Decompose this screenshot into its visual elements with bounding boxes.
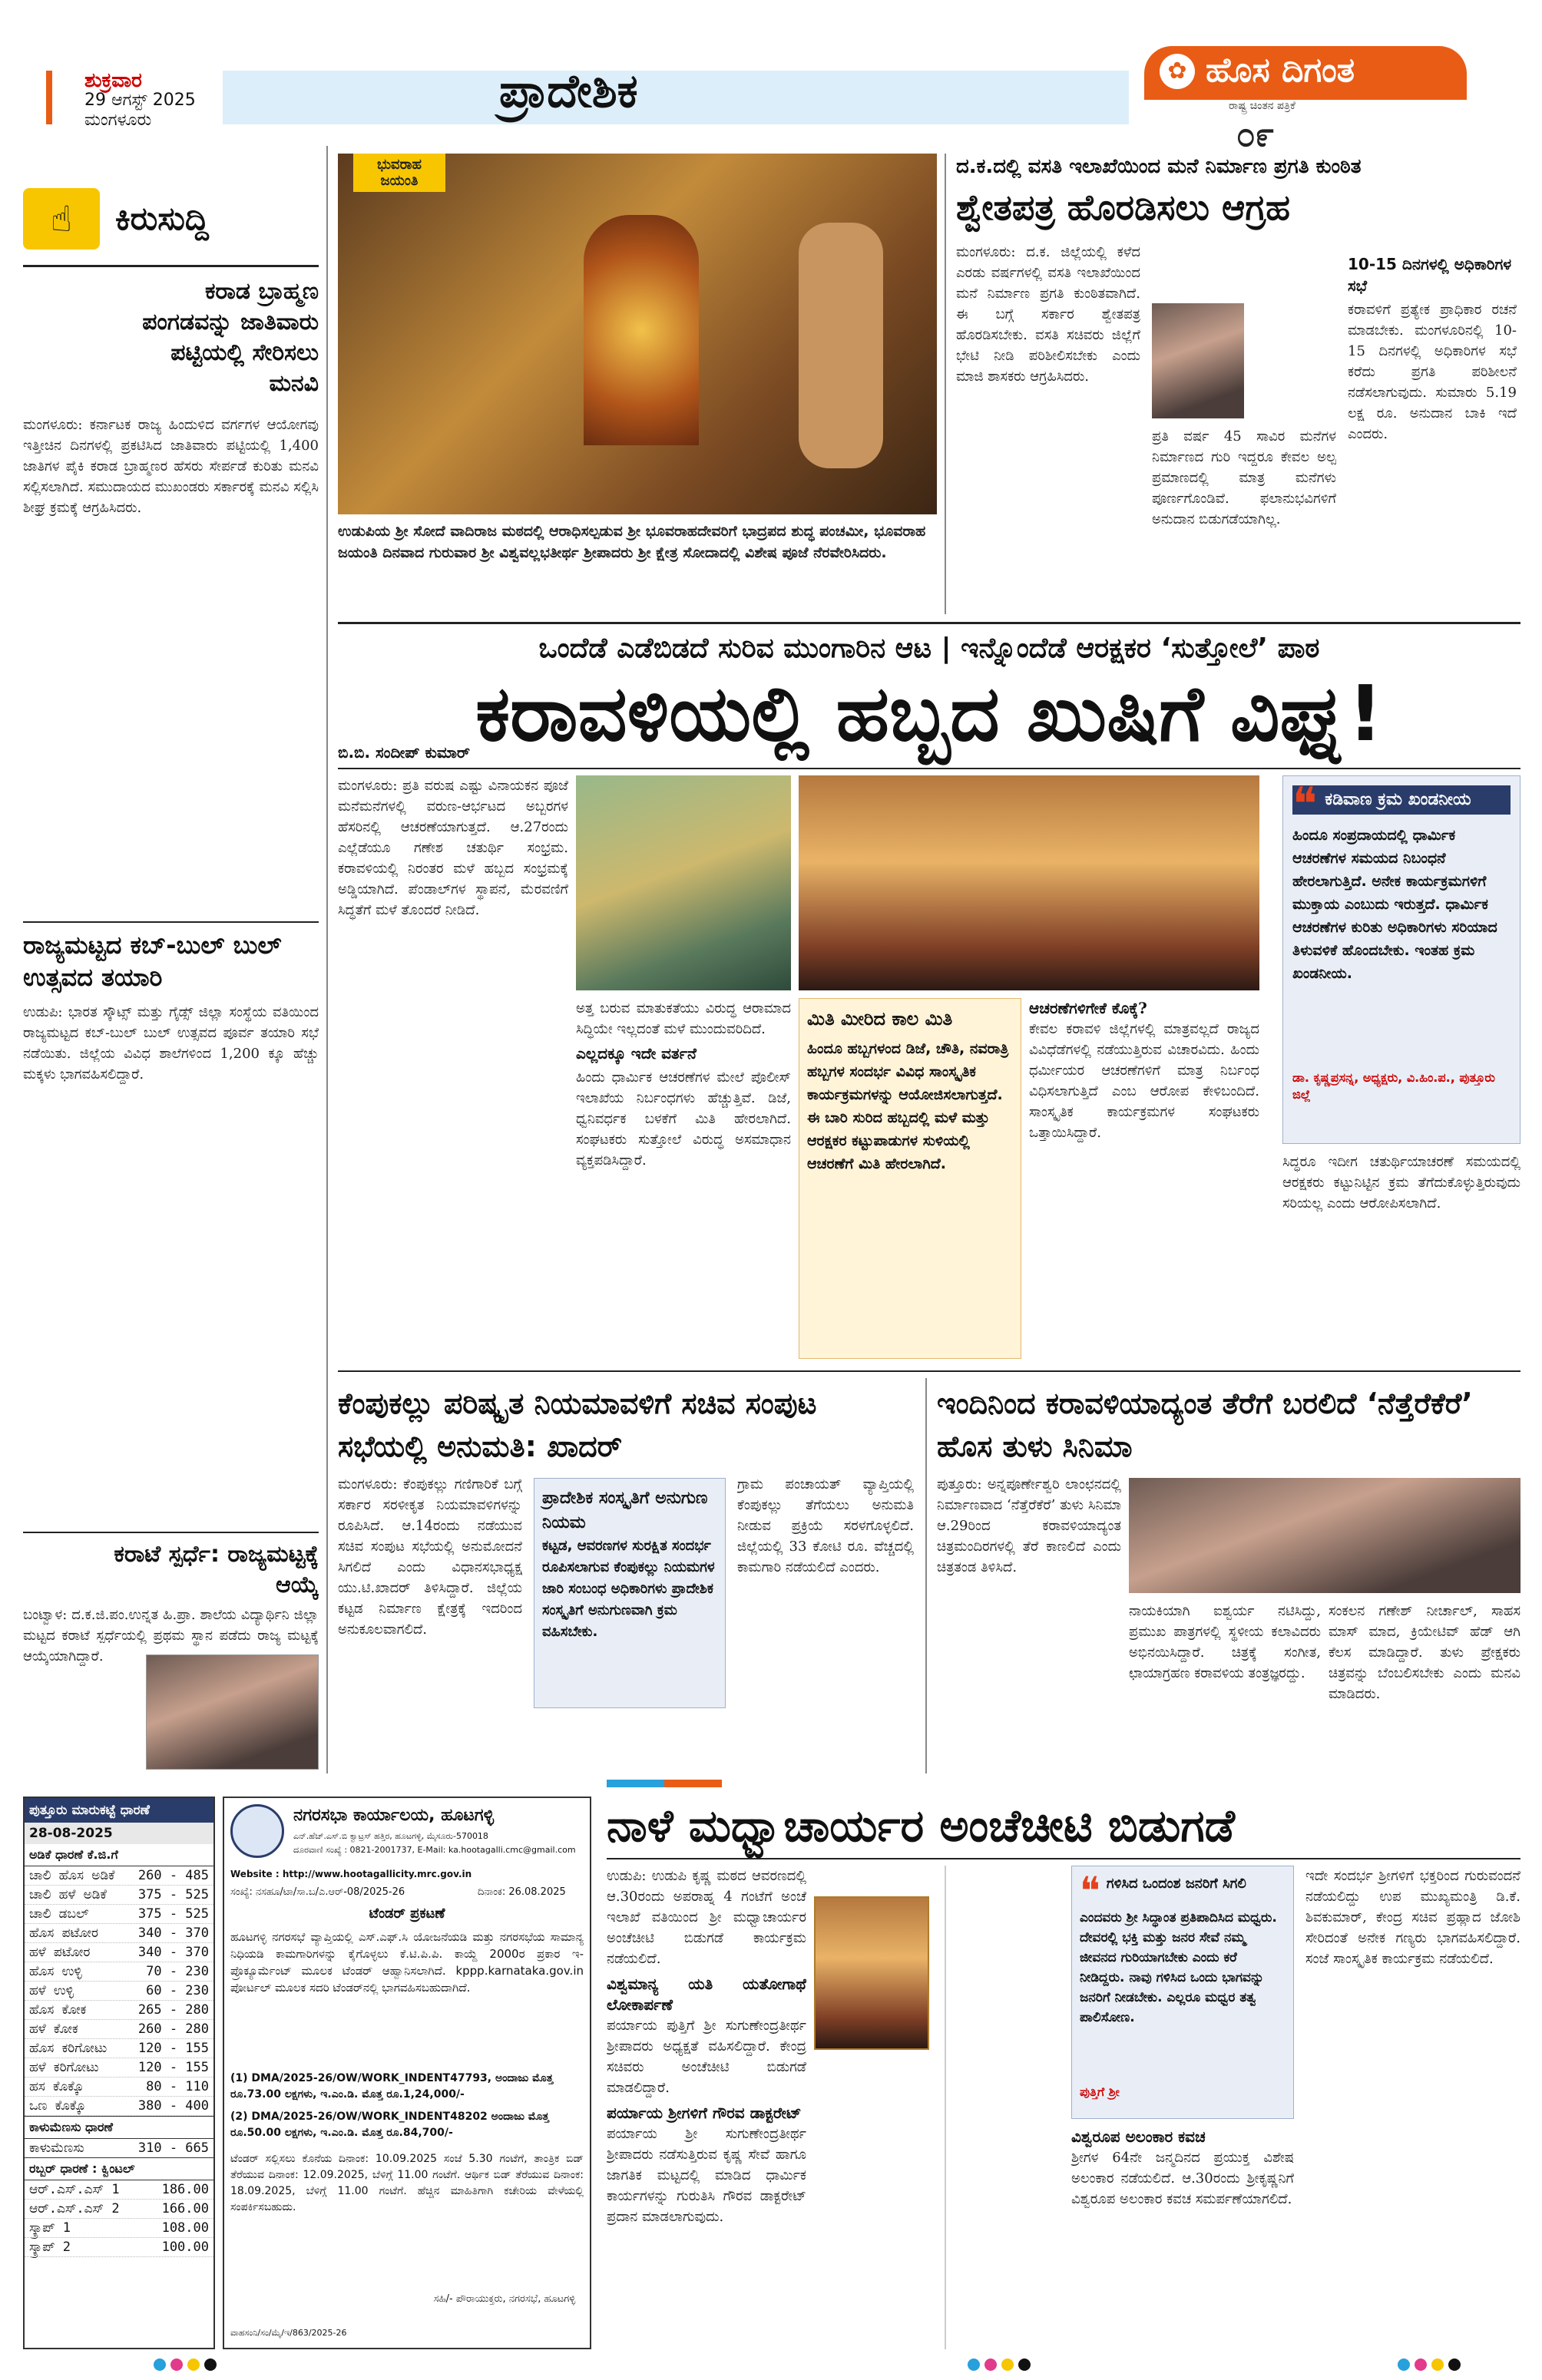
ganesha-image	[576, 775, 791, 990]
bhuvaraha-photo	[338, 154, 937, 514]
rubber-row	[25, 2200, 213, 2219]
market-value: 260 - 280	[137, 2021, 209, 2037]
market-row	[25, 1905, 213, 1924]
date: 29 ಆಗಸ್ಟ್ 2025	[84, 91, 196, 110]
khader-body1: ಮಂಗಳೂರು: ಕೆಂಪುಕಲ್ಲು ಗಣಿಗಾರಿಕೆ ಬಗ್ಗೆ ಸರ್ಕಾರ ಸರಳೀಕೃತ ನಿಯಮಾವಳಿಗಳನ್ನು ರೂಪಿಸಿದೆ. ಆ.14ರಂದು ನಡೆಯುವ ಸಚಿವ ಸಂಪುಟ ಸಭೆಯಲ್ಲಿ ಅನುಮೋದನೆ ಸಿಗಲಿದೆ ಎಂದು ವಿಧಾನಸಭಾಧ್ಯಕ್ಷ ಯು.ಟಿ.ಖಾದರ್ ತಿಳಿಸಿದ್ದಾರೆ. ಜಿಲ್ಲೆಯ ಕಟ್ಟಡ ನಿರ್ಮಾಣ ಕ್ಷೇತ್ರಕ್ಕೆ ಇದರಿಂದ ಅನುಕೂಲವಾಗಲಿದೆ.	[338, 1476, 522, 1638]
madhva-sub2: ಪರ್ಯಾಯ ಶ್ರೀಗಳಿಗೆ ಗೌರವ ಡಾಕ್ಟರೇಟ್	[607, 2104, 802, 2122]
market-name: ಚಾಲಿ ಹೊಸ ಅಡಿಕೆ	[29, 1868, 115, 1883]
limit-box-title: ಮಿತಿ ಮೀರಿದ ಕಾಲ ಮಿತಿ	[807, 1008, 953, 1030]
lead-col3	[1029, 998, 1259, 1359]
story3-title: ಕರಾಟೆ ಸ್ಪರ್ಧೆ: ರಾಜ್ಯಮಟ್ಟಕ್ಕೆ ಆಯ್ಕೆ	[114, 1541, 319, 1598]
rubber-name: ಆರ್.ಎಸ್.ಎಸ್ 1	[29, 2182, 120, 2197]
limit-box-body: ಹಿಂದೂ ಹಬ್ಬಗಳಂದ ಡಿಜೆ, ಚೌತಿ, ನವರಾತ್ರಿ ಹಬ್ಬಗಳ ಸಂದರ್ಭ ವಿವಿಧ ಸಾಂಸ್ಕೃತಿಕ ಕಾರ್ಯಕ್ರಮಗಳನ್ನು ಆಯೋಜಿಸಲಾಗುತ್ತದೆ. ಈ ಬಾರಿ ಸುರಿದ ಹಬ್ಬದಲ್ಲಿ ಮಳೆ ಮತ್ತು ಆರಕ್ಷಕರ ಕಟ್ಟುಪಾಡುಗಳ ಸುಳಿಯಲ್ಲಿ ಆಚರಣೆಗೆ ಮಿತಿ ಹೇರಲಾಗಿದೆ.	[807, 1040, 1009, 1172]
tender-ref-date: ದಿನಾಂಕ: 26.08.2025	[478, 1886, 566, 1898]
registration-marks	[154, 2359, 221, 2374]
tender-body2: ಟೆಂಡರ್ ಸಲ್ಲಿಸಲು ಕೊನೆಯ ದಿನಾಂಕ: 10.09.2025 ಸಂಜೆ 5.30 ಗಂಟೆಗೆ, ತಾಂತ್ರಿಕ ಬಿಡ್ ತೆರೆಯುವ ದಿನಾಂಕ: 12.09.2025, ಬೆಳಿಗ್ಗೆ 11.00 ಗಂಟೆಗೆ. ಆರ್ಥಿಕ ಬಿಡ್ ತೆರೆಯುವ ದಿನಾಂಕ: 18.09.2025, ಬೆಳಿಗ್ಗೆ 11.00 ಗಂಟೆಗೆ. ಹೆಚ್ಚಿನ ಮಾಹಿತಿಗಾಗಿ ಕಚೇರಿಯ ವೇಳೆಯಲ್ಲಿ ಸಂಪರ್ಕಿಸಬಹುದು.	[230, 2153, 584, 2213]
market-name: ಒಣ ಕೊಕ್ಕೊ	[29, 2098, 86, 2114]
market-row	[25, 1982, 213, 2001]
market-date: 28-08-2025	[25, 1823, 213, 1844]
rubber-value: 186.00	[161, 2182, 209, 2197]
lead-kicker: ಒಂದೆಡೆ ಎಡೆಬಿಡದೆ ಸುರಿವ ಮುಂಗಾರಿನ ಆಟ | ಇನ್ನೊಂದೆಡೆ ಆರಕ್ಷಕರ ‘ಸುತ್ತೋಲೆ’ ಪಾಠ	[538, 633, 1320, 664]
market-row	[25, 2058, 213, 2078]
quote-icon: ❝	[1080, 1869, 1100, 1913]
pepper-row	[25, 2139, 213, 2157]
city: ಮಂಗಳೂರು	[84, 111, 152, 130]
whitepaper-title: ಶ್ವೇತಪತ್ರ ಹೊರಡಿಸಲು ಆಗ್ರಹ	[956, 187, 1291, 228]
divider	[607, 1858, 1520, 1859]
photo-tag: ಭುವರಾಹ ಜಯಂತಿ	[353, 154, 445, 192]
khader-box	[534, 1478, 726, 1708]
lead-title: ಕರಾವಳಿಯಲ್ಲಿ ಹಬ್ಬದ ಖುಷಿಗೆ ವಿಘ್ನ!	[475, 669, 1383, 759]
market-value: 265 - 280	[137, 2002, 209, 2018]
date-marker	[46, 71, 77, 124]
rubber-row	[25, 2238, 213, 2257]
market-name: ಹಳೆ ಪಟೋರ	[29, 1945, 91, 1960]
madhva-title: ನಾಳೆ ಮಧ್ವಾಚಾರ್ಯರ ಅಂಚೆಚೀಟಿ ಬಿಡುಗಡೆ	[607, 1800, 1235, 1852]
market-name: ಹೊಸ ಉಳ್ಳಿ	[29, 1964, 82, 1979]
madhva-body3: ಪರ್ಯಾಯ ಶ್ರೀ ಸುಗುಣೇಂದ್ರತೀರ್ಥ ಶ್ರೀಪಾದರು ನಡೆಸುತ್ತಿರುವ ಕೃಷ್ಣ ಸೇವೆ ಹಾಗೂ ಜಾಗತಿಕ ಮಟ್ಟದಲ್ಲಿ ಮಾಡಿದ ಧಾರ್ಮಿಕ ಕಾರ್ಯಗಳನ್ನು ಗುರುತಿಸಿ ಗೌರವ ಡಾಕ್ಟರೇಟ್ ಪ್ರದಾನ ಮಾಡಲಾಗುವುದು.	[607, 2126, 806, 2225]
whitepaper-kicker: ದ.ಕ.ದಲ್ಲಿ ವಸತಿ ಇಲಾಖೆಯಿಂದ ಮನೆ ನಿರ್ಮಾಣ ಪ್ರಗತಿ ಕುಂಠಿತ	[956, 155, 1362, 178]
pepper-value: 310 - 665	[137, 2140, 209, 2156]
tender-notice	[223, 1797, 591, 2349]
lead-col3-sub: ಆಚರಣೆಗಳಿಗೇಕೆ ಕೊಕ್ಕೆ?	[1029, 999, 1147, 1017]
madhva-body4: ಶ್ರೀಗಳ 64ನೇ ಜನ್ಮದಿನದ ಪ್ರಯುಕ್ತ ವಿಶೇಷ ಅಲಂಕಾರ ನಡೆಯಲಿದೆ. ಆ.30ರಂದು ಶ್ರೀಕೃಷ್ಣನಿಗೆ ವಿಶ್ವರೂಪ ಅಲಂಕಾರ ಕವಚ ಸಮರ್ಪಣೆಯಾಗಲಿದೆ.	[1071, 2150, 1294, 2207]
brand-logo	[1144, 46, 1467, 100]
lead-col1: ಮಂಗಳೂರು: ಪ್ರತಿ ವರುಷ ಎಷ್ಟು ವಿನಾಯಕನ ಪೂಜೆ ಮನೆಮನೆಗಳಲ್ಲಿ ವರುಣ-ಆರ್ಭಟದ ಅಬ್ಬರಗಳ ಹೆಸರಿನಲ್ಲಿ ಆಚರಣೆಯಾಗುತ್ತದೆ. ಆ.27ರಂದು ಎಲ್ಲೆಡೆಯೂ ಗಣೇಶ ಚತುರ್ಥಿ ಸಂಭ್ರಮ. ಕರಾವಳಿಯಲ್ಲಿ ನಿರಂತರ ಮಳೆ ಹಬ್ಬದ ಸಂಭ್ರಮಕ್ಕೆ ಅಡ್ಡಿಯಾಗಿದೆ. ಪೆಂಡಾಲ್‌ಗಳ ಸ್ಥಾಪನೆ, ಮೆರವಣಿಗೆ ಸಿದ್ಧತೆಗೆ ಮಳೆ ತೊಂದರೆ ನೀಡಿದೆ.	[338, 778, 568, 918]
market-box	[23, 1797, 215, 2349]
story3-body: ಬಂಟ್ವಾಳ: ದ.ಕ.ಜಿ.ಪಂ.ಉನ್ನತ ಹಿ.ಪ್ರಾ. ಶಾಲೆಯ ವಿದ್ಯಾರ್ಥಿನಿ ಜಿಲ್ಲಾ ಮಟ್ಟದ ಕರಾಟೆ ಸ್ಪರ್ಧೆಯಲ್ಲಿ ಪ್ರಥಮ ಸ್ಥಾನ ಪಡೆದು ರಾಜ್ಯ ಮಟ್ಟಕ್ಕೆ ಆಯ್ಕೆಯಾಗಿದ್ದಾರೆ.	[23, 1607, 319, 1664]
market-value: 340 - 370	[137, 1945, 209, 1960]
divider	[23, 265, 319, 267]
tender-office: ನಗರಸಭಾ ಕಾರ್ಯಾಲಯ, ಹೂಟಗಳ್ಳಿ	[293, 1806, 495, 1825]
market-table	[25, 1866, 213, 2116]
divider	[338, 768, 1520, 769]
market-row	[25, 1924, 213, 1943]
lead-col3-body: ಕೇವಲ ಕರಾವಳಿ ಜಿಲ್ಲೆಗಳಲ್ಲಿ ಮಾತ್ರವಲ್ಲದೆ ರಾಜ್ಯದ ವಿವಿಧೆಡೆಗಳಲ್ಲಿ ನಡೆಯುತ್ತಿರುವ ವಿಚಾರವಿದು. ಹಿಂದು ಧರ್ಮೀಯರ ಆಚರಣೆಗಳಿಗೆ ಮಾತ್ರ ನಿರ್ಬಂಧ ವಿಧಿಸಲಾಗುತ್ತಿದೆ ಎಂಬ ಆರೋಪ ಕೇಳಿಬಂದಿದೆ. ಸಾಂಸ್ಕೃತಿಕ ಕಾರ್ಯಕ್ರಮಗಳ ಸಂಘಟಕರು ಒತ್ತಾಯಿಸಿದ್ದಾರೆ.	[1029, 1021, 1259, 1141]
color-band	[607, 1780, 722, 1787]
film-body2: ನಾಯಕಿಯಾಗಿ ಐಶ್ವರ್ಯ ನಟಿಸಿದ್ದು, ಪ್ರಮುಖ ಪಾತ್ರಗಳಲ್ಲಿ ಸ್ಥಳೀಯ ಕಲಾವಿದರು ಅಭಿನಯಿಸಿದ್ದಾರೆ. ಚಿತ್ರಕ್ಕೆ ಸಂಗೀತ, ಛಾಯಾಗ್ರಹಣ ಕರಾವಳಿಯ ತಂತ್ರಜ್ಞರದ್ದು.	[1129, 1603, 1321, 1681]
market-row	[25, 1866, 213, 1886]
column-rule	[925, 1378, 927, 1773]
film-title: ಇಂದಿನಿಂದ ಕರಾವಳಿಯಾದ್ಯಂತ ತೆರೆಗೆ ಬರಲಿದೆ ‘ನೆತ್ತೆರೆಕೆರೆ’ ಹೊಸ ತುಳು ಸಿನಿಮಾ	[937, 1387, 1473, 1463]
tender-footer-ref: ವಾಹಸಂನಿ/ಸಂ/ಮೈ/ಇ/863/2025-26	[230, 2328, 347, 2338]
madhva-col1	[607, 1866, 806, 2349]
pepper-name: ಕಾಳುಮೆಣಸು	[29, 2140, 84, 2156]
tender-body: ಹೂಟಗಳ್ಳಿ ನಗರಸಭೆ ವ್ಯಾಪ್ತಿಯಲ್ಲಿ ಎಸ್.ಎಫ್.ಸಿ ಯೋಜನೆಯಡಿ ಮತ್ತು ನಗರಸಭೆಯ ಸಾಮಾನ್ಯ ನಿಧಿಯಡಿ ಕಾಮಗಾರಿಗಳನ್ನು ಕೈಗೊಳ್ಳಲು ಕೆ.ಟಿ.ಪಿ.ಪಿ. ಕಾಯ್ದೆ 2000ರ ಪ್ರಕಾರ ಇ-ಪ್ರೊಕ್ಯೂರ್ಮೆಂಟ್ ಮೂಲಕ ಟೆಂಡರ್ ಆಹ್ವಾನಿಸಲಾಗಿದೆ. kppp.karnataka.gov.in ಪೋರ್ಟಲ್ ಮೂಲಕ ಸದರಿ ಟೆಂಡರ್‌ನಲ್ಲಿ ಭಾಗವಹಿಸಬಹುದಾಗಿದೆ.	[230, 1930, 584, 1995]
madhva-stamp-image	[814, 1896, 929, 2050]
film-body1: ಪುತ್ತೂರು: ಅನ್ನಪೂರ್ಣೇಶ್ವರಿ ಲಾಂಛನದಲ್ಲಿ ನಿರ್ಮಾಣವಾದ ‘ನೆತ್ತೆರೆಕೆರೆ’ ತುಳು ಸಿನಿಮಾ ಆ.29ರಿಂದ ಕರಾವಳಿಯಾದ್ಯಂತ ಚಿತ್ರಮಂದಿರಗಳಲ್ಲಿ ತೆರೆ ಕಾಣಲಿದೆ ಎಂದು ಚಿತ್ರತಂಡ ತಿಳಿಸಿದೆ.	[937, 1476, 1121, 1575]
tender-phone: ದೂರವಾಣಿ ಸಂಖ್ಯೆ : 0821-2001737, E-Mail: ka.hootagalli.cmc@gmail.com	[293, 1845, 576, 1855]
lead-col2b: ಹಿಂದು ಧಾರ್ಮಿಕ ಆಚರಣೆಗಳ ಮೇಲೆ ಪೊಲೀಸ್ ಇಲಾಖೆಯ ನಿರ್ಬಂಧಗಳು ಹೆಚ್ಚುತ್ತಿವೆ. ಡಿಜೆ, ಧ್ವನಿವರ್ಧಕ ಬಳಕೆಗೆ ಮಿತಿ ಹೇರಲಾಗಿದೆ. ಸಂಘಟಕರು ಸುತ್ತೋಲೆ ವಿರುದ್ಧ ಅಸಮಾಧಾನ ವ್ಯಕ್ತಪಡಿಸಿದ್ದಾರೆ.	[576, 1067, 791, 1359]
quote-body: ಹಿಂದೂ ಸಂಪ್ರದಾಯದಲ್ಲಿ ಧಾರ್ಮಿಕ ಆಚರಣೆಗಳ ಸಮಯದ ನಿಬಂಧನೆ ಹೇರಲಾಗುತ್ತಿದೆ. ಅನೇಕ ಕಾರ್ಯಕ್ರಮಗಳಿಗೆ ಮುಕ್ತಾಯ ಎಂಬುದು ಇರುತ್ತದೆ. ಧಾರ್ಮಿಕ ಆಚರಣೆಗಳ ಕುರಿತು ಅಧಿಕಾರಿಗಳು ಸರಿಯಾದ ತಿಳುವಳಿಕೆ ಹೊಂದಬೇಕು. ಇಂತಹ ಕ್ರಮ ಖಂಡನೀಯ.	[1292, 827, 1497, 982]
market-value: 120 - 155	[137, 2060, 209, 2075]
divider	[338, 622, 1520, 624]
masthead	[0, 0, 1542, 154]
market-row	[25, 2039, 213, 2058]
story2-body: ಉಡುಪಿ: ಭಾರತ ಸ್ಕೌಟ್ಸ್ ಮತ್ತು ಗೈಡ್ಸ್ ಜಿಲ್ಲಾ ಸಂಸ್ಥೆಯ ವತಿಯಿಂದ ರಾಜ್ಯಮಟ್ಟದ ಕಬ್-ಬುಲ್ ಬುಲ್ ಉತ್ಸವದ ಪೂರ್ವ ತಯಾರಿ ಸಭೆ ನಡೆಯಿತು. ಜಿಲ್ಲೆಯ ವಿವಿಧ ಶಾಲೆಗಳಿಂದ 1,200 ಕ್ಕೂ ಹೆಚ್ಚು ಮಕ್ಕಳು ಭಾಗವಹಿಸಲಿದ್ದಾರೆ.	[23, 1004, 319, 1083]
market-name: ಚಾಲಿ ಹಳೆ ಅಡಿಕೆ	[29, 1887, 107, 1902]
whitepaper-body1: ಮಂಗಳೂರು: ದ.ಕ. ಜಿಲ್ಲೆಯಲ್ಲಿ ಕಳೆದ ಎರಡು ವರ್ಷಗಳಲ್ಲಿ ವಸತಿ ಇಲಾಖೆಯಿಂದ ಮನೆ ನಿರ್ಮಾಣ ಪ್ರಗತಿ ಕುಂಠಿತವಾಗಿದೆ. ಈ ಬಗ್ಗೆ ಸರ್ಕಾರ ಶ್ವೇತಪತ್ರ ಹೊರಡಿಸಬೇಕು. ವಸತಿ ಸಚಿವರು ಜಿಲ್ಲೆಗೆ ಭೇಟಿ ನೀಡಿ ಪರಿಶೀಲಿಸಬೇಕು ಎಂದು ಮಾಜಿ ಶಾಸಕರು ಆಗ್ರಹಿಸಿದರು.	[956, 244, 1140, 385]
tender-address: ಎನ್.ಹೆಚ್.ಎಸ್.ಬಿ ಕ್ವಾಟ್ರಸ್ ಹತ್ತಿರ, ಹೂಟಗಳ್ಳಿ, ಮೈಸೂರು-570018	[293, 1831, 488, 1841]
market-name: ಚಾಲಿ ಡಬಲ್	[29, 1906, 89, 1922]
madhva-body2: ಪರ್ಯಾಯ ಪುತ್ತಿಗೆ ಶ್ರೀ ಸುಗುಣೇಂದ್ರತೀರ್ಥ ಶ್ರೀಪಾದರು ಅಧ್ಯಕ್ಷತೆ ವಹಿಸಲಿದ್ದಾರೆ. ಕೇಂದ್ರ ಸಚಿವರು ಅಂಚೆಚೀಟಿ ಬಿಡುಗಡೆ ಮಾಡಲಿದ್ದಾರೆ.	[607, 2018, 806, 2096]
market-subtitle: ಅಡಿಕೆ ಧಾರಣೆ ಕೆ.ಜಿ.ಗೆ	[25, 1844, 213, 1866]
story1-title: ಕರಾಡ ಬ್ರಾಹ್ಮಣ ಪಂಗಡವನ್ನು ಜಾತಿವಾರು ಪಟ್ಟಿಯಲ್ಲಿ ಸೇರಿಸಲು ಮನವಿ	[142, 278, 319, 397]
brand-name: ಹೊಸ ದಿಗಂತ	[1206, 51, 1355, 90]
khader-title: ಕೆಂಪುಕಲ್ಲು ಪರಿಷ್ಕೃತ ನಿಯಮಾವಳಿಗೆ ಸಚಿವ ಸಂಪುಟ ಸಭೆಯಲ್ಲಿ ಅನುಮತಿ: ಖಾದರ್	[338, 1387, 817, 1463]
rubber-title: ರಬ್ಬರ್ ಧಾರಣೆ : ಕ್ವಿಂಟಲ್	[25, 2157, 213, 2180]
brand-tagline: ರಾಷ್ಟ್ರ ಚಿಂತನ ಪತ್ರಿಕೆ	[1229, 100, 1295, 112]
rubber-name: ಸ್ಕ್ರಾಪ್ 1	[29, 2220, 71, 2236]
market-row	[25, 1886, 213, 1905]
madhva-quote-title: ಗಳಿಸಿದ ಒಂದಂಶ ಜನರಿಗೆ ಸಿಗಲಿ	[1106, 1876, 1246, 1892]
market-title: ಪುತ್ತೂರು ಮಾರುಕಟ್ಟೆ ಧಾರಣೆ	[25, 1798, 213, 1823]
quote-box	[1282, 775, 1520, 1144]
weekday: ಶುಕ್ರವಾರ	[84, 69, 142, 92]
story2-title: ರಾಜ್ಯಮಟ್ಟದ ಕಬ್-ಬುಲ್ ಬುಲ್ ಉತ್ಸವದ ತಯಾರಿ	[23, 931, 282, 992]
market-row	[25, 2078, 213, 2097]
page-number: ೦೯	[1236, 115, 1275, 154]
khader-body2: ಗ್ರಾಮ ಪಂಚಾಯತ್ ವ್ಯಾಪ್ತಿಯಲ್ಲಿ ಕೆಂಪುಕಲ್ಲು ತೆಗೆಯಲು ಅನುಮತಿ ನೀಡುವ ಪ್ರಕ್ರಿಯೆ ಸರಳಗೊಳ್ಳಲಿದೆ. ಜಿಲ್ಲೆಯಲ್ಲಿ 33 ಕೋಟಿ ರೂ. ವೆಚ್ಚದಲ್ಲಿ ಕಾಮಗಾರಿ ನಡೆಯಲಿದೆ ಎಂದರು.	[737, 1476, 914, 1575]
market-value: 260 - 485	[137, 1868, 209, 1883]
divider	[338, 1370, 1520, 1372]
lead-col2: ಅತ್ತ ಬರುವ ಮಾತುಕತೆಯು ವಿರುದ್ಧ ಆರಾಮಾದ ಸಿದ್ಧಿಯೇ ಇಲ್ಲದಂತೆ ಮಳೆ ಮುಂದುವರಿದಿದೆ.	[576, 1000, 791, 1037]
hand-icon: ☝	[23, 188, 100, 250]
madhva-quote-box	[1071, 1866, 1294, 2119]
market-name: ಹೊಸ ಕೋಕ	[29, 2002, 87, 2018]
column-rule	[326, 146, 328, 1773]
market-row	[25, 1962, 213, 1982]
priest-figure	[799, 223, 883, 468]
lead-col4: ಸಿದ್ಧರೂ ಇದೀಗ ಚತುರ್ಥಿಯಾಚರಣೆ ಸಮಯದಲ್ಲಿ ಆರಕ್ಷಕರು ಕಟ್ಟುನಿಟ್ಟಿನ ಕ್ರಮ ತೆಗೆದುಕೊಳ್ಳುತ್ತಿರುವುದು ಸರಿಯಲ್ಲ ಎಂದು ಆರೋಪಿಸಲಾಗಿದೆ.	[1282, 1154, 1520, 1211]
divider	[23, 1532, 319, 1533]
rubber-row	[25, 2180, 213, 2200]
madhva-quote-author: ಪುತ್ತಿಗೆ ಶ್ರೀ	[1080, 2084, 1120, 2099]
quote-author: ಡಾ. ಕೃಷ್ಣಪ್ರಸನ್ನ, ಅಧ್ಯಕ್ಷರು, ವಿ.ಹಿಂ.ಪ., ಪುತ್ತೂರು ಜಿಲ್ಲೆ	[1292, 1070, 1495, 1102]
rubber-row	[25, 2219, 213, 2238]
deity-shrine	[584, 215, 699, 445]
limit-box	[799, 998, 1021, 1359]
rubber-table	[25, 2180, 213, 2257]
tender-website: Website : http://www.hootagallicity.mrc.gov.in	[230, 1869, 472, 1879]
madhva-body1: ಉಡುಪಿ: ಉಡುಪಿ ಕೃಷ್ಣ ಮಠದ ಆವರಣದಲ್ಲಿ ಆ.30ರಂದು ಅಪರಾಹ್ನ 4 ಗಂಟೆಗೆ ಅಂಚೆ ಇಲಾಖೆ ವತಿಯಿಂದ ಶ್ರೀ ಮಧ್ವಾಚಾರ್ಯರ ಅಂಚೆಚೀಟಿ ಬಿಡುಗಡೆ ಕಾರ್ಯಕ್ರಮ ನಡೆಯಲಿದೆ.	[607, 1868, 806, 1967]
market-value: 70 - 230	[146, 1964, 209, 1979]
market-name: ಹೊಸ ಪಟೋರ	[29, 1925, 99, 1941]
rubber-name: ಸ್ಕ್ರಾಪ್ 2	[29, 2240, 71, 2255]
date-block	[84, 71, 196, 131]
khader-box-body: ಕಟ್ಟಡ, ಆವರಣಗಳ ಸುರಕ್ಷಿತ ಸಂದರ್ಭ ರೂಪಿಸಲಾಗುವ ಕೆಂಪುಕಲ್ಲು ನಿಯಮಗಳ ಜಾರಿ ಸಂಬಂಧ ಅಧಿಕಾರಿಗಳು ಪ್ರಾದೇಶಿಕ ಸಂಸ್ಕೃತಿಗೆ ಅನುಗುಣವಾಗಿ ಕ್ರಮ ವಹಿಸಬೇಕು.	[542, 1538, 715, 1640]
kirusuddi-column	[23, 157, 319, 1777]
photo-caption: ಉಡುಪಿಯ ಶ್ರೀ ಸೋದೆ ವಾದಿರಾಜ ಮಠದಲ್ಲಿ ಆರಾಧಿಸಲ್ಪಡುವ ಶ್ರೀ ಭೂವರಾಹದೇವರಿಗೆ ಭಾದ್ರಪದ ಶುದ್ಧ ಪಂಚಮೀ, ಭೂವರಾಹ ಜಯಂತಿ ದಿನವಾದ ಗುರುವಾರ ಶ್ರೀ ವಿಶ್ವವಲ್ಲಭತೀರ್ಥ ಶ್ರೀಪಾದರು ಶ್ರೀ ಕ್ಷೇತ್ರ ಸೋದಾದಲ್ಲಿ ವಿಶೇಷ ಪೂಜೆ ನೆರವೇರಿಸಿದರು.	[338, 523, 926, 561]
khader-box-title: ಪ್ರಾದೇಶಿಕ ಸಂಸ್ಕೃತಿಗೆ ಅನುಗುಣ ನಿಯಮ	[542, 1489, 708, 1532]
film-body3: ಸಂಕಲನ ಗಣೇಶ್ ನೀರ್ಚಾಲ್, ಸಾಹಸ ಮಾಸ್ ಮಾದ, ಕ್ರಿಯೇಟಿವ್ ಹೆಡ್ ಆಗಿ ಕೆಲಸ ಮಾಡಿದ್ದಾರೆ. ತುಳು ಪ್ರೇಕ್ಷಕರು ಚಿತ್ರವನ್ನು ಬೆಂಬಲಿಸಬೇಕು ಎಂದು ಮನವಿ ಮಾಡಿದರು.	[1329, 1603, 1520, 1702]
quote-title: ಕಡಿವಾಣ ಕ್ರಮ ಖಂಡನೀಯ	[1292, 785, 1511, 815]
pepper-title: ಕಾಳುಮೆಣಸು ಧಾರಣೆ	[25, 2116, 213, 2139]
registration-marks	[968, 2359, 1035, 2374]
lotus-icon: ✿	[1160, 54, 1195, 89]
quote-icon: ❝	[1292, 778, 1318, 831]
karate-photo	[146, 1654, 319, 1770]
market-row	[25, 2097, 213, 2116]
section-title: ಪ್ರಾದೇಶಿಕ	[499, 64, 638, 118]
kirusuddi-label: ಕಿರುಸುದ್ದಿ	[115, 200, 209, 237]
market-name: ಹೊಸ ಕರಿಗೋಟು	[29, 2041, 108, 2056]
market-value: 380 - 400	[137, 2098, 209, 2114]
tender-item1: (1) DMA/2025-26/OW/WORK_INDENT47793, ಅಂದಾಜು ಮೊತ್ತ ರೂ.73.00 ಲಕ್ಷಗಳು, ಇ.ಎಂ.ಡಿ. ಮೊತ್ತ ರೂ.1,24,000/-	[230, 2072, 554, 2101]
market-name: ಹಳೆ ಕರಿಗೋಟು	[29, 2060, 99, 2075]
market-row	[25, 2001, 213, 2020]
market-name: ಹಳೆ ಉಳ್ಳಿ	[29, 1983, 74, 1998]
tender-sign: ಸಹಿ/- ಪೌರಾಯುಕ್ತರು, ನಗರಸಭೆ, ಹೂಟಗಳ್ಳಿ	[433, 2293, 576, 2305]
market-row	[25, 2020, 213, 2039]
market-row	[25, 1943, 213, 1962]
rubber-value: 108.00	[161, 2220, 209, 2236]
rubber-value: 100.00	[161, 2240, 209, 2255]
registration-marks	[1398, 2359, 1465, 2374]
market-name: ಹಳೆ ಕೋಕ	[29, 2021, 78, 2037]
tender-item2: (2) DMA/2025-26/OW/WORK_INDENT48202 ಅಂದಾಜು ಮೊತ್ತ ರೂ.50.00 ಲಕ್ಷಗಳು, ಇ.ಎಂ.ಡಿ. ಮೊತ್ತ ರೂ.84,700/-	[230, 2111, 549, 2139]
tender-heading: ಟೆಂಡರ್ ಪ್ರಕಟಣೆ	[369, 1906, 445, 1922]
madhva-body5: ಇದೇ ಸಂದರ್ಭ ಶ್ರೀಗಳಿಗೆ ಭಕ್ತರಿಂದ ಗುರುವಂದನೆ ನಡೆಯಲಿದ್ದು ಉಪ ಮುಖ್ಯಮಂತ್ರಿ ಡಿ.ಕೆ. ಶಿವಕುಮಾರ್, ಕೇಂದ್ರ ಸಚಿವ ಪ್ರಹ್ಲಾದ ಜೋಶಿ ಸೇರಿದಂತೆ ಅನೇಕ ಗಣ್ಯರು ಭಾಗವಹಿಸಲಿದ್ದಾರೆ. ಸಂಜೆ ಸಾಂಸ್ಕೃತಿಕ ಕಾರ್ಯಕ್ರಮ ನಡೆಯಲಿದೆ.	[1305, 1868, 1520, 1967]
section-band	[223, 71, 1129, 124]
divider	[23, 921, 319, 923]
market-value: 340 - 370	[137, 1925, 209, 1941]
market-value: 375 - 525	[137, 1887, 209, 1902]
madhva-col3	[1071, 2127, 1294, 2349]
politician-photo	[1152, 303, 1244, 418]
rubber-value: 166.00	[161, 2201, 209, 2216]
whitepaper-body3: ಕರಾವಳಿಗೆ ಪ್ರತ್ಯೇಕ ಪ್ರಾಧಿಕಾರ ರಚನೆ ಮಾಡಬೇಕು. ಮಂಗಳೂರಿನಲ್ಲಿ 10-15 ದಿನಗಳಲ್ಲಿ ಅಧಿಕಾರಿಗಳ ಸಭೆ ಕರೆದು ಪ್ರಗತಿ ಪರಿಶೀಲನೆ ನಡೆಸಲಾಗುವುದು. ಸುಮಾರು 5.19 ಲಕ್ಷ ರೂ. ಅನುದಾನ ಬಾಕಿ ಇದೆ ಎಂದರು.	[1348, 302, 1517, 442]
tender-ref-no: ಸಂಖ್ಯೆ: ನಸಹೂ/ಟಾ/ಸಾ.ಬ/ಎ.ಆರ್-08/2025-26	[230, 1886, 405, 1898]
market-value: 120 - 155	[137, 2041, 209, 2056]
market-name: ಹಸ ಕೊಕ್ಕೊ	[29, 2079, 84, 2094]
festival-rain-image	[799, 775, 1259, 990]
column-rule	[945, 154, 946, 614]
madhva-sub3: ವಿಶ್ವರೂಪ ಅಲಂಕಾರ ಕವಚ	[1071, 2127, 1206, 2146]
market-value: 80 - 110	[146, 2079, 209, 2094]
market-value: 60 - 230	[146, 1983, 209, 1998]
lead-byline: ಬಿ.ಬಿ. ಸಂದೀಪ್ ಕುಮಾರ್	[338, 743, 470, 762]
story1-body: ಮಂಗಳೂರು: ಕರ್ನಾಟಕ ರಾಜ್ಯ ಹಿಂದುಳಿದ ವರ್ಗಗಳ ಆಯೋಗವು ಇತ್ತೀಚಿನ ದಿನಗಳಲ್ಲಿ ಪ್ರಕಟಿಸಿದ ಜಾತಿವಾರು ಪಟ್ಟಿಯಲ್ಲಿ 1,400 ಜಾತಿಗಳ ಪೈಕಿ ಕರಾಡ ಬ್ರಾಹ್ಮಣರ ಹೆಸರು ಸೇರ್ಪಡೆ ಕುರಿತು ಮನವಿ ಸಲ್ಲಿಸಲಾಗಿದೆ. ಸಮುದಾಯದ ಮುಖಂಡರು ಸರ್ಕಾರಕ್ಕೆ ಮನವಿ ಸಲ್ಲಿಸಿ ಶೀಘ್ರ ಕ್ರಮಕ್ಕೆ ಆಗ್ರಹಿಸಿದರು.	[23, 417, 319, 516]
rubber-name: ಆರ್.ಎಸ್.ಎಸ್ 2	[29, 2201, 120, 2216]
column-rule	[945, 1866, 946, 2349]
madhva-sub1: ವಿಶ್ವಮಾನ್ಯ ಯತಿ ಯತೋಗಾಥೆ ಲೋಕಾರ್ಪಣೆ	[607, 1975, 806, 2014]
madhva-quote-body: ಎಂದವರು ಶ್ರೀ ಸಿದ್ಧಾಂತ ಪ್ರತಿಪಾದಿಸಿದ ಮಧ್ವರು. ದೇವರಲ್ಲಿ ಭಕ್ತಿ ಮತ್ತು ಜನರ ಸೇವೆ ನಮ್ಮ ಜೀವನದ ಗುರಿಯಾಗಬೇಕು ಎಂದು ಕರೆ ನೀಡಿದ್ದರು. ನಾವು ಗಳಿಸಿದ ಒಂದು ಭಾಗವನ್ನು ಜನರಿಗೆ ನೀಡಬೇಕು. ಎಲ್ಲರೂ ಮಧ್ವರ ತತ್ವ ಪಾಲಿಸೋಣ.	[1080, 1910, 1277, 2025]
market-value: 375 - 525	[137, 1906, 209, 1922]
whitepaper-body2: ಪ್ರತಿ ವರ್ಷ 45 ಸಾವಿರ ಮನೆಗಳ ನಿರ್ಮಾಣದ ಗುರಿ ಇದ್ದರೂ ಕೇವಲ ಅಲ್ಪ ಪ್ರಮಾಣದಲ್ಲಿ ಮಾತ್ರ ಮನೆಗಳು ಪೂರ್ಣಗೊಂಡಿವೆ. ಫಲಾನುಭವಿಗಳಿಗೆ ಅನುದಾನ ಬಿಡುಗಡೆಯಾಗಿಲ್ಲ.	[1152, 428, 1336, 527]
emblem-icon	[230, 1804, 284, 1858]
whitepaper-subhead: 10-15 ದಿನಗಳಲ್ಲಿ ಅಧಿಕಾರಿಗಳ ಸಭೆ	[1348, 255, 1512, 295]
film-team-photo	[1129, 1478, 1520, 1593]
lead-col2-sub: ಎಲ್ಲದಕ್ಕೂ ಇದೇ ವರ್ತನೆ	[576, 1044, 791, 1063]
